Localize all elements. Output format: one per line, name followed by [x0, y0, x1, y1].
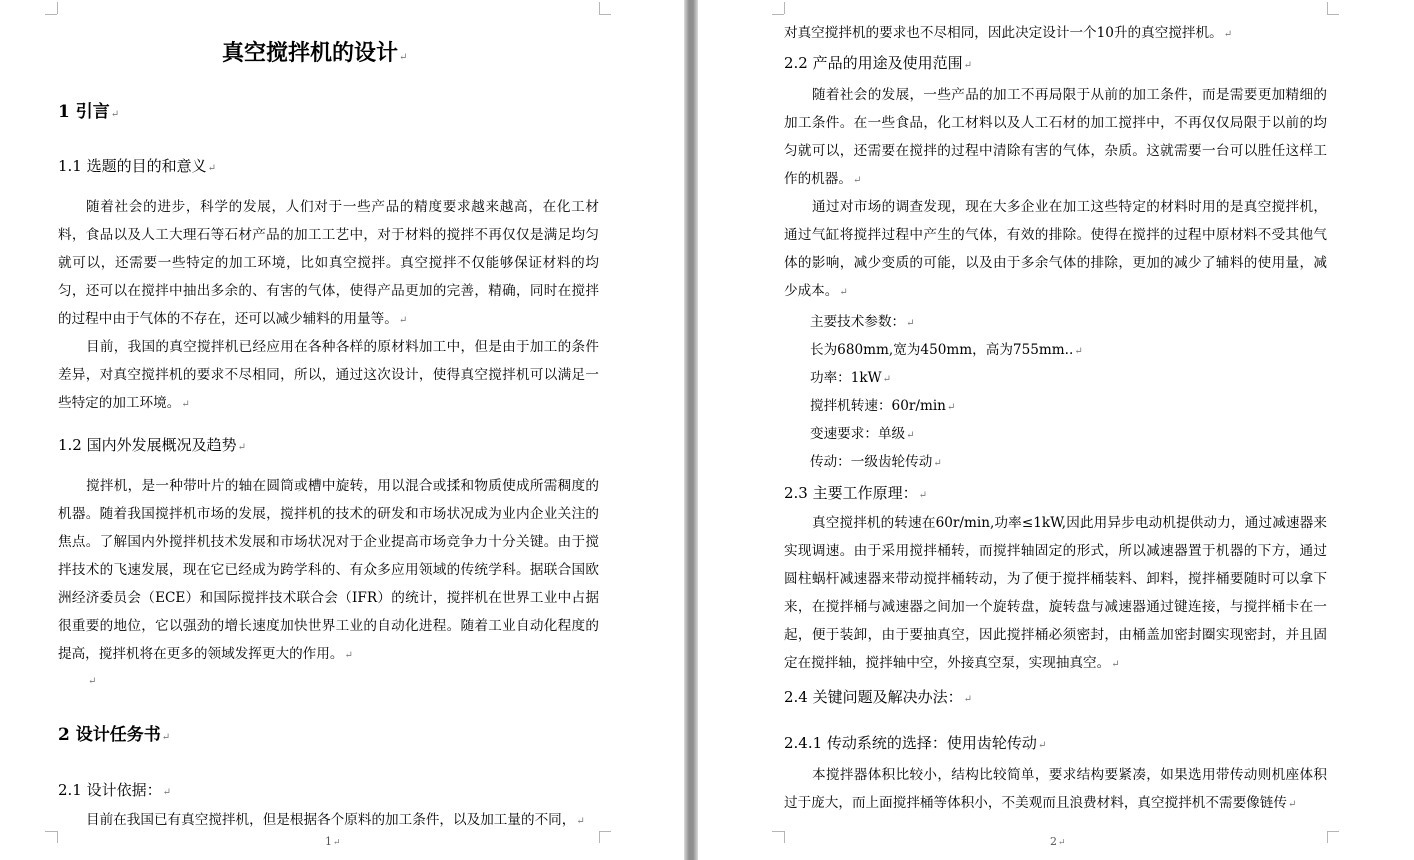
paragraph-1-1-a: 随着社会的进步，科学的发展，人们对于一些产品的精度要求越来越高，在化工材料，食品以及人工大理石等石材产品的加工工艺中，对于材料的搅拌不再仅仅是满足均匀就可以，还需要一些特定的加工环境，比如真空搅拌。真空搅拌不仅能够保证材料的均匀，还可以在搅拌中抽出多余的、有害的气体，使得产品更加的完善，精确，同时在搅拌的过程中由于气体的不存在，还可以减少辅料的用量等。 ↵ — [58, 193, 599, 335]
heading-1-1: 1.1 选题的目的和意义 ↵ — [58, 155, 216, 176]
paragraph-2-2-a: 随着社会的发展，一些产品的加工不再局限于从前的加工条件，而是需要更加精细的加工条件。在一些食品，化工材料以及人工石材的加工搅拌中，不再仅仅局限于以前的均匀就可以，还需要在搅拌的过程中清除有害的气体，杂质。这就需要一台可以胜任这样工作的机器。 ↵ — [784, 81, 1327, 195]
document-page-1 — [0, 0, 684, 860]
spec-power: 功率：1kW ↵ — [810, 366, 891, 386]
heading-2-1: 2.1 设计依据： ↵ — [58, 779, 171, 800]
page-number: 1 ↵ — [325, 835, 341, 848]
paragraph-continuation: 对真空搅拌机的要求也不尽相同，因此决定设计一个10升的真空搅拌机。 ↵ — [784, 21, 1232, 41]
paragraph-2-2-b: 通过对市场的调查发现，现在大多企业在加工这些特定的材料时用的是真空搅拌机，通过气缸将搅拌过程中产生的气体，有效的排除。使得在搅拌的过程中原材料不受其他气体的影响，减少变质的可能，以及由于多余气体的排除，更加的减少了辅料的使用量，减少成本。 ↵ — [784, 193, 1327, 307]
spec-mixer-speed: 搅拌机转速：60r/min ↵ — [810, 394, 955, 414]
page-separator — [684, 0, 698, 860]
document-title: 真空搅拌机的设计 ↵ — [222, 36, 407, 67]
paragraph-2-1: 目前在我国已有真空搅拌机，但是根据各个原料的加工条件，以及加工量的不同， ↵ — [58, 806, 599, 836]
paragraph-1-1-b: 目前，我国的真空搅拌机已经应用在各种各样的原材料加工中，但是由于加工的条件差异，对真空搅拌机的要求不尽相同，所以，通过这次设计，使得真空搅拌机可以满足一些特定的加工环境。 ↵ — [58, 333, 599, 419]
heading-2-2: 2.2 产品的用途及使用范围 ↵ — [784, 52, 972, 73]
paragraph-2-3: 真空搅拌机的转速在60r/min,功率≤1kW,因此用异步电动机提供动力，通过减速器来实现调速。由于采用搅拌桶转，而搅拌轴固定的形式，所以减速器置于机器的下方，通过圆柱蜗杆减速器来带动搅拌桶转动，为了便于搅拌桶装料、卸料，搅拌桶要随时可以拿下来，在搅拌桶与减速器之间加一个旋转盘，旋转盘与减速器通过键连接，与搅拌桶卡在一起，便于装卸，由于要抽真空，因此搅拌桶必须密封，由桶盖加密封圈实现密封，并且固定在搅拌轴，搅拌轴中空，外接真空泵，实现抽真空。 ↵ — [784, 509, 1327, 679]
spec-speed-change: 变速要求：单级 ↵ — [810, 422, 915, 442]
spec-heading: 主要技术参数： ↵ — [810, 310, 915, 330]
document-page-2 — [698, 0, 1414, 860]
spec-dimensions: 长为680mm,宽为450mm，高为755mm.. ↵ — [810, 338, 1083, 358]
heading-design-task: 2 设计任务书 ↵ — [58, 720, 170, 745]
heading-2-3: 2.3 主要工作原理： ↵ — [784, 482, 927, 503]
paragraph-mark: ↵ — [88, 676, 97, 687]
heading-2-4: 2.4 关键问题及解决办法： ↵ — [784, 686, 972, 707]
heading-introduction: 1 引言 ↵ — [58, 97, 119, 122]
spec-transmission: 传动：一级齿轮传动 ↵ — [810, 450, 942, 470]
page-number: 2 ↵ — [1050, 835, 1066, 848]
paragraph-2-4-1: 本搅拌器体积比较小，结构比较简单，要求结构要紧凑，如果选用带传动则机座体积过于庞大，而上面搅拌桶等体积小，不美观而且浪费材料，真空搅拌机不需要像链传 ↵ — [784, 761, 1327, 819]
heading-1-2: 1.2 国内外发展概况及趋势 ↵ — [58, 434, 246, 455]
heading-2-4-1: 2.4.1 传动系统的选择：使用齿轮传动 ↵ — [784, 732, 1046, 753]
paragraph-1-2: 搅拌机，是一种带叶片的轴在圆筒或槽中旋转，用以混合或揉和物质使成所需稠度的机器。随着我国搅拌机市场的发展，搅拌机的技术的研发和市场状况成为业内企业关注的焦点。了解国内外搅拌机技术发展和市场状况对于企业提高市场竞争力十分关键。由于搅拌技术的飞速发展，现在它已经成为跨学科的、有众多应用领域的传统学科。据联合国欧洲经济委员会（ECE）和国际搅拌技术联合会（IFR）的统计，搅拌机在世界工业中占据很重要的地位，它以强劲的增长速度加快世界工业的自动化进程。随着工业自动化程度的提高，搅拌机将在更多的领域发挥更大的作用。 ↵ — [58, 472, 599, 670]
